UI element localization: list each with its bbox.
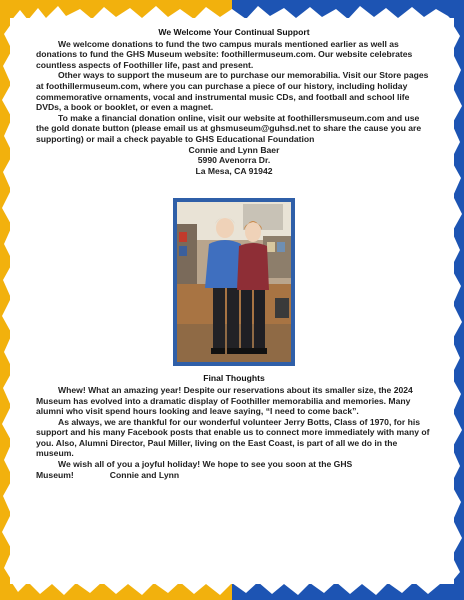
signature: Connie and Lynn (109, 469, 180, 480)
support-paragraph-1: We welcome donations to fund the two campus murals mentioned earlier as well as donations to fund the GHS Museum website: foothillermuseum.com. Our website celebrates countless aspects of Foothiller life, past and present. (36, 38, 413, 70)
photo-two-women-in-museum (177, 202, 291, 362)
final-paragraph-2: As always, we are thankful for our wonderful volunteer Jerry Botts, Class of 1970, for his support and his many Facebook posts that enable us to connect more immediately with many of you. Also, Alumni Director, Paul Miller, living on the East Coast, is part of all we do in the museum. (36, 416, 430, 459)
photo-frame (173, 198, 295, 366)
address-line-1: Connie and Lynn Baer (188, 144, 280, 155)
final-paragraph-1: Whew! What an amazing year! Despite our reservations about its smaller size, the 2024 Museum has evolved into a dramatic display of Foothiller memorabilia and memories. Many alumni who visit spend hours looking and leave saying, “I need to come back”. (36, 384, 413, 417)
address-line-3: La Mesa, CA 91942 (195, 165, 273, 176)
support-paragraph-3: To make a financial donation online, visit our website at foothillersmuseum.com and use the gold donate button (please email us at ghsmuseum@guhsd.net to share the cause you are supporting) or mail a check payable to GHS Educational Foundation (36, 112, 422, 144)
final-thoughts-heading: Final Thoughts (203, 373, 265, 384)
newsletter-content (36, 27, 432, 480)
address-line-2: 5990 Avenorra Dr. (197, 155, 271, 166)
support-paragraph-2: Other ways to support the museum are to purchase our memorabilia. Visit our Store pages at foothillermuseum.com, where you can purchase a piece of our history, including holiday commemorative ornaments, vocal and instrumental music CDs, and football and school life DVDs, a book or booklet, or even a magnet. (36, 70, 429, 113)
final-paragraph-3-text: We wish all of you a joyful holiday! We hope to see you soon at the GHS Museum! (36, 459, 353, 480)
final-paragraph-3 (36, 459, 432, 480)
support-heading: We Welcome Your Continual Support (158, 27, 310, 37)
